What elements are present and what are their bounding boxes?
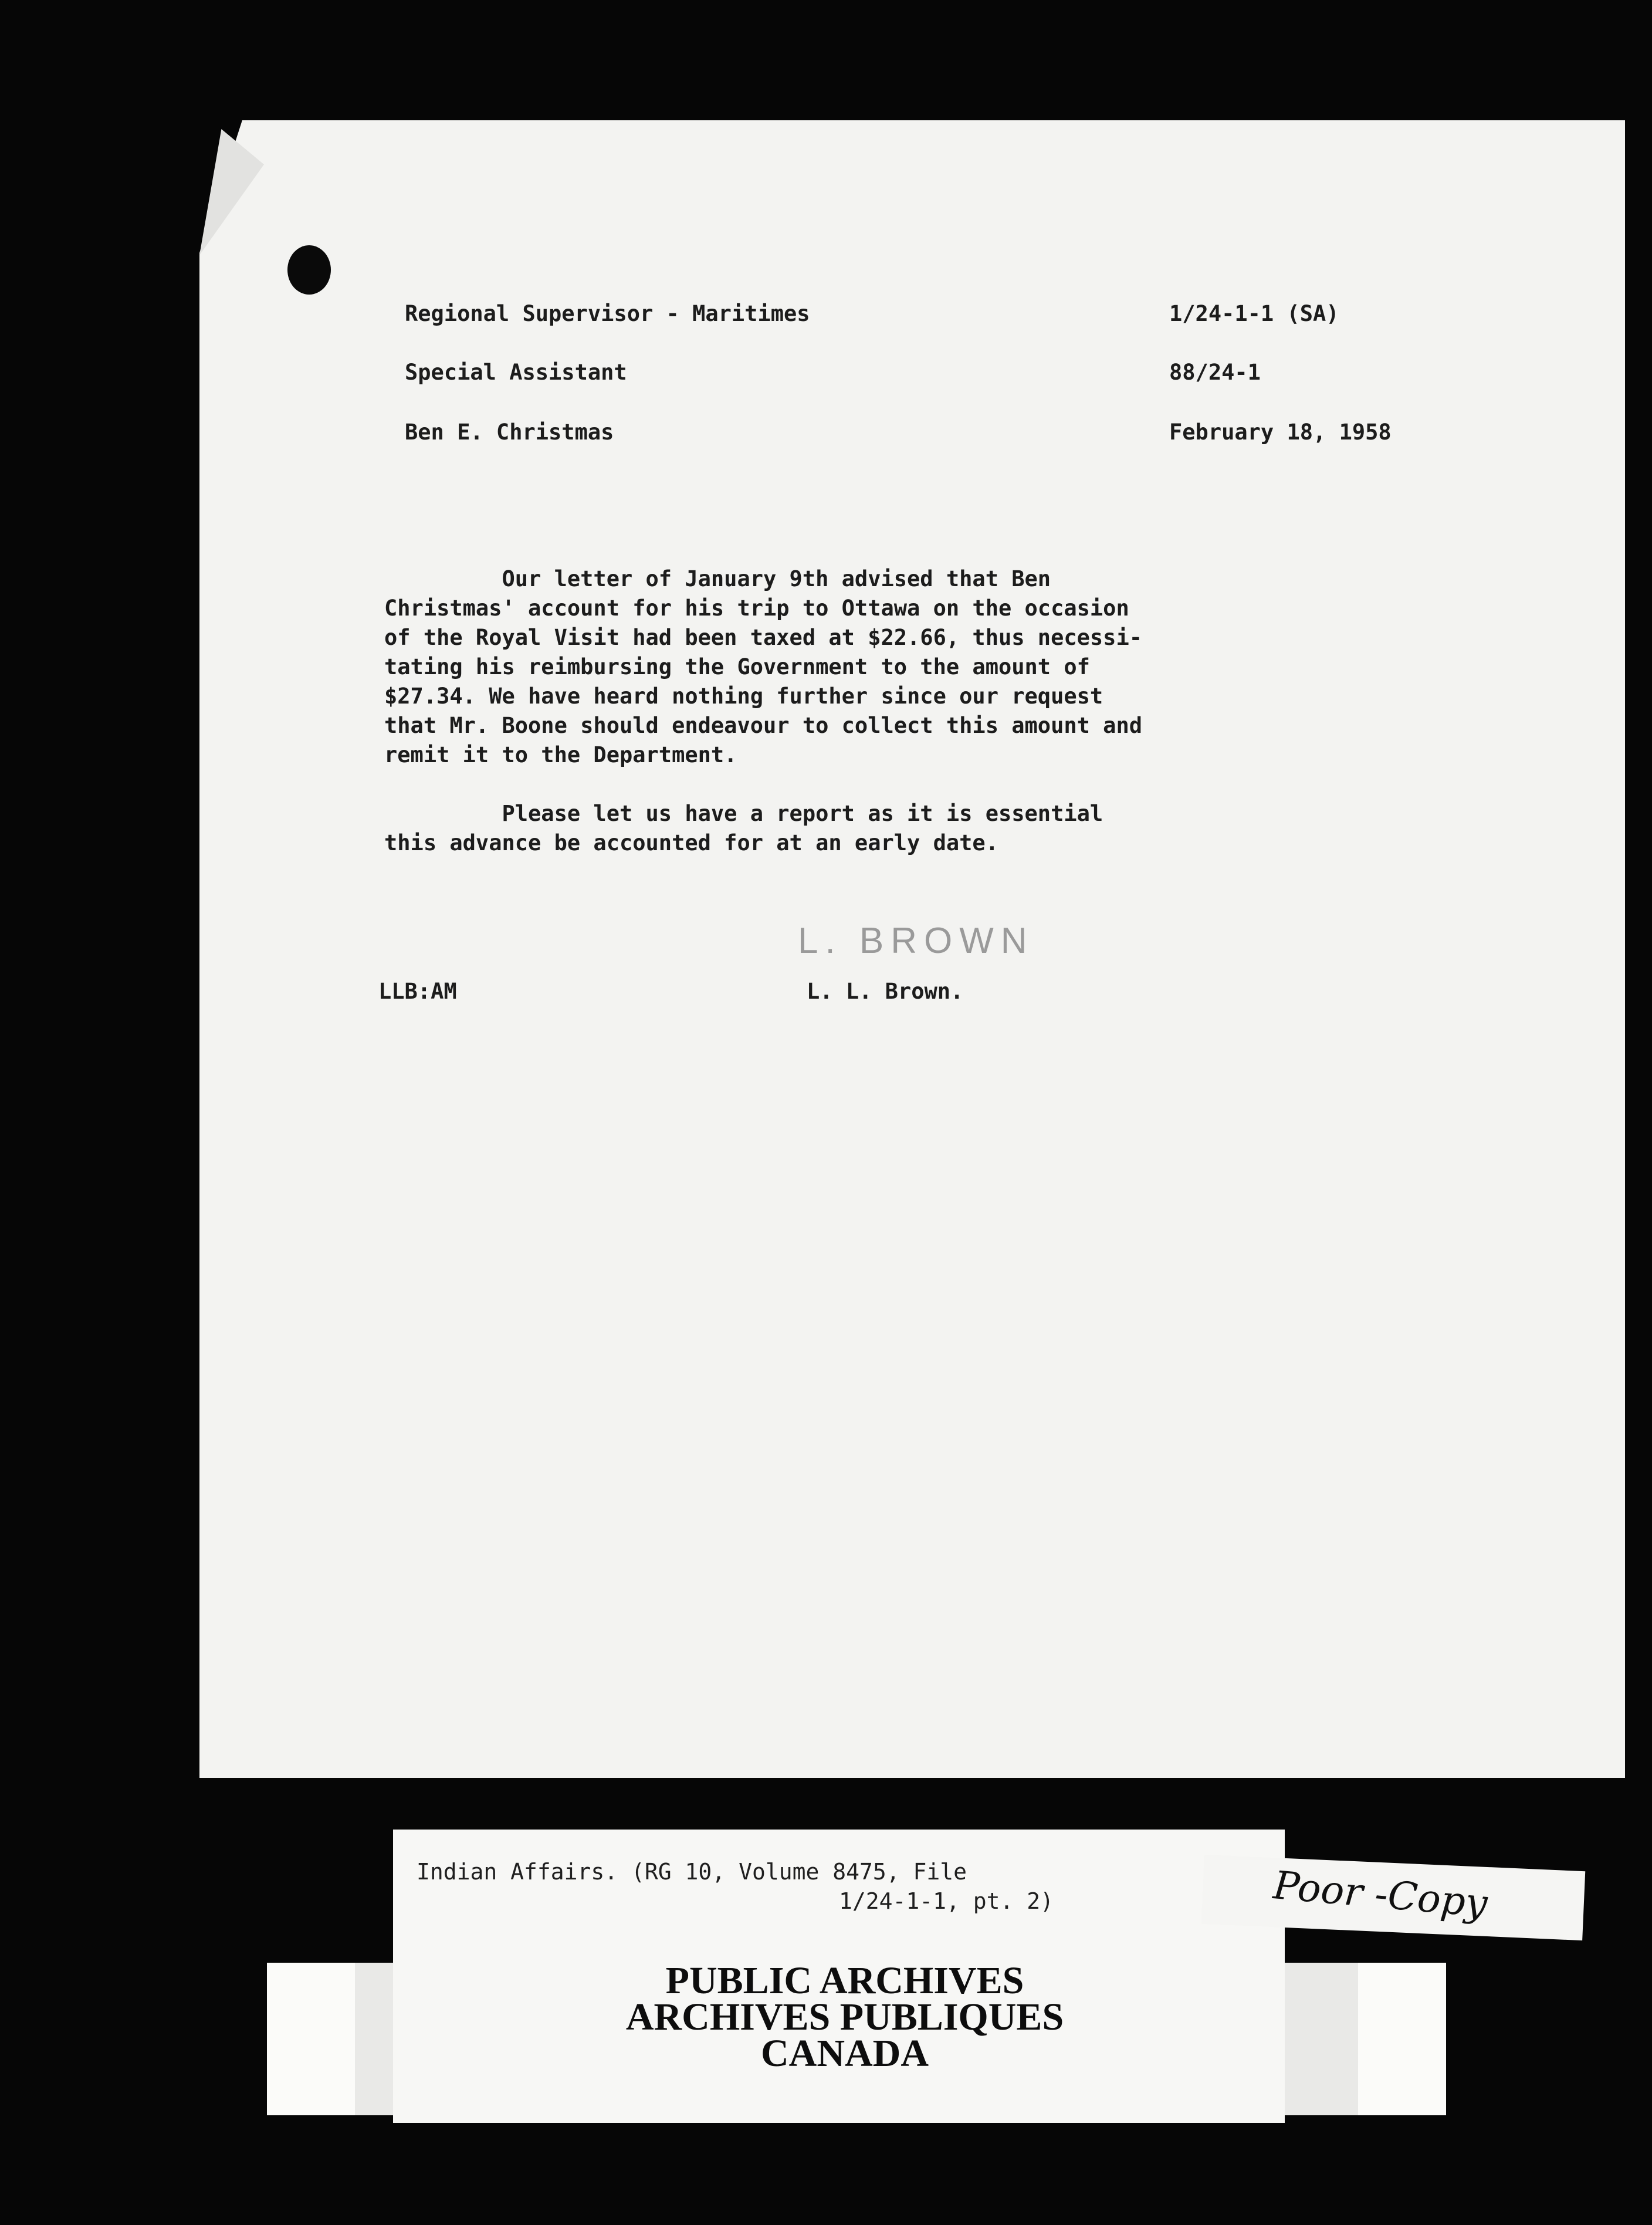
memo-subject: Ben E. Christmas (405, 420, 614, 445)
archive-title-line-3: CANADA (761, 2032, 929, 2075)
body-line: this advance be accounted for at an early date. (384, 830, 998, 855)
memo-from: Special Assistant (405, 360, 627, 385)
archive-title-line-2: ARCHIVES PUBLIQUES (625, 1996, 1064, 2038)
body-paragraph-1 (384, 564, 1264, 770)
body-line: that Mr. Boone should endeavour to collect this amount and (384, 713, 1143, 738)
file-reference-2: 88/24-1 (1169, 360, 1261, 385)
body-line: remit it to the Department. (384, 742, 737, 767)
file-reference-1: 1/24-1-1 (SA) (1169, 301, 1339, 326)
poor-copy-note: Poor -Copy (1271, 1862, 1489, 1926)
typed-signature: L. L. Brown. (807, 979, 964, 1004)
body-line: Our letter of January 9th advised that Ben (384, 566, 1051, 591)
body-line: Please let us have a report as it is essential (384, 801, 1103, 826)
body-line: tating his reimbursing the Government to the amount of (384, 654, 1090, 679)
body-line: of the Royal Visit had been taxed at $22.66, thus necessi- (384, 625, 1143, 650)
strip-tab-right (1358, 1963, 1446, 2115)
memo-to: Regional Supervisor - Maritimes (405, 301, 810, 326)
body-line: $27.34. We have heard nothing further since our request (384, 684, 1103, 709)
signature-stamp: L. BROWN (798, 921, 1034, 961)
archive-reference-line-2: 1/24-1-1, pt. 2) (839, 1888, 1054, 1914)
memo-date: February 18, 1958 (1169, 420, 1392, 445)
punch-hole (287, 245, 331, 295)
strip-tab-left (267, 1963, 355, 2115)
archive-reference-line-1: Indian Affairs. (RG 10, Volume 8475, File (417, 1859, 967, 1885)
body-line: Christmas' account for his trip to Ottawa on the occasion (384, 596, 1129, 621)
typist-initials: LLB:AM (378, 979, 457, 1004)
archive-title-line-1: PUBLIC ARCHIVES (665, 1959, 1024, 2002)
body-paragraph-2 (384, 799, 1264, 858)
